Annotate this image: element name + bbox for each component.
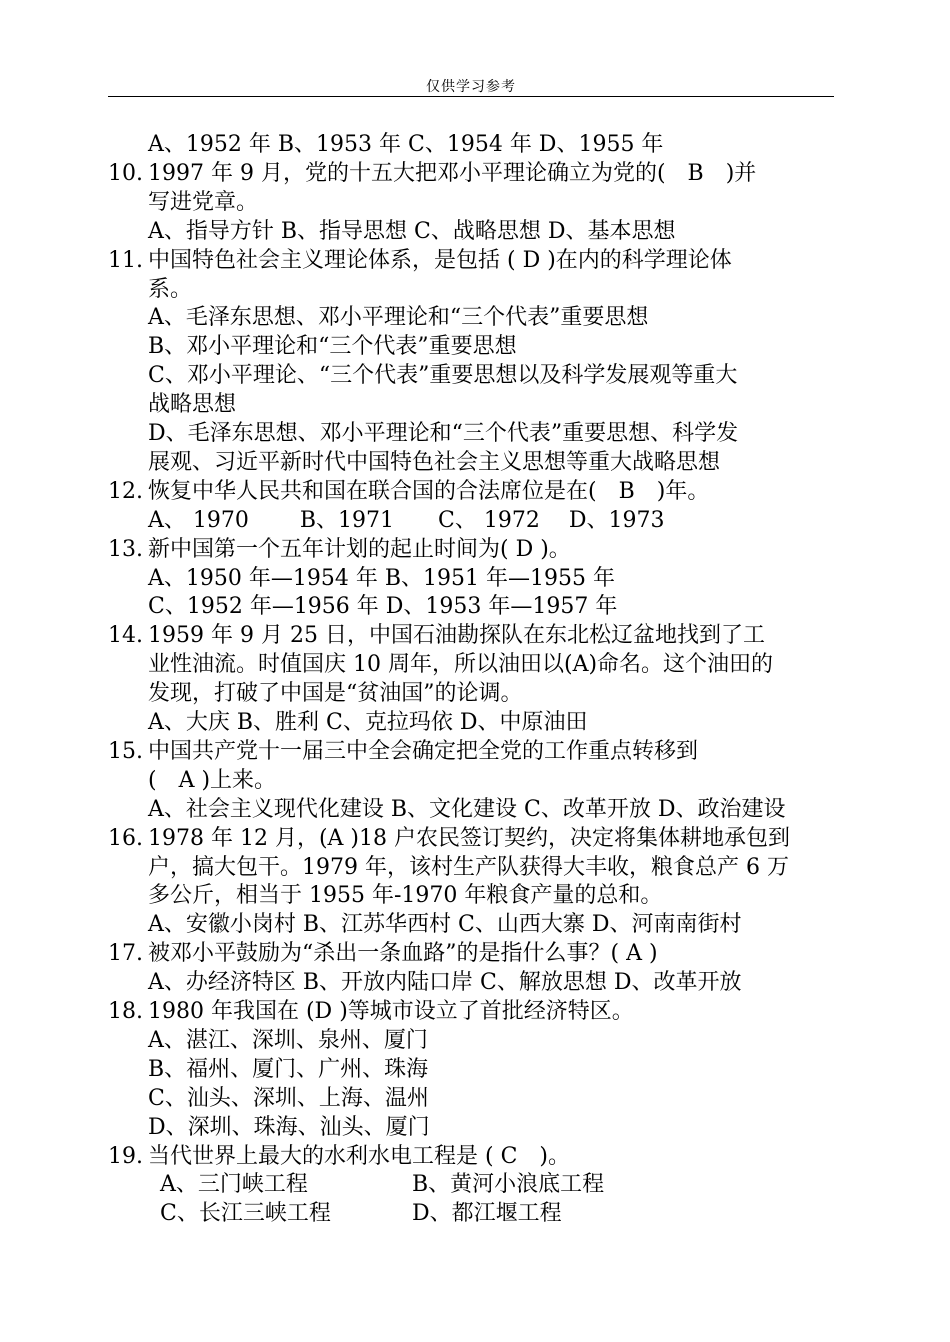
option-text: C、汕头、深圳、上海、温州 (148, 1085, 429, 1111)
question-text: 恢复中华人民共和国在联合国的合法席位是在( B )年。 (148, 478, 710, 504)
question-number: 15. (108, 738, 143, 764)
question-number: 16. (108, 825, 143, 851)
question-text: 写进党章。 (148, 189, 259, 215)
question-text: 被邓小平鼓励为“杀出一条血路”的是指什么事？( A ) (148, 941, 658, 967)
question-text: 当代世界上最大的水利水电工程是 ( C )。 (148, 1143, 570, 1169)
option-text: B、邓小平理论和“三个代表”重要思想 (148, 334, 517, 360)
header-divider (108, 96, 834, 97)
option-text: A、办经济特区 B、开放内陆口岸 C、解放思想 D、改革开放 (148, 970, 742, 996)
option-text: A、大庆 B、胜利 C、克拉玛依 D、中原油田 (148, 710, 588, 735)
question-number: 17. (108, 941, 143, 967)
option-text: C、1952 年—1956 年 D、1953 年—1957 年 (148, 594, 618, 620)
question-text: 发现，打破了中国是“贫油国”的论调。 (148, 681, 523, 707)
option-text: A、湛江、深圳、泉州、厦门 (148, 1027, 428, 1053)
option-text: B、黄河小浪底工程 (412, 1172, 605, 1198)
option-text: A、1950 年—1954 年 B、1951 年—1955 年 (148, 565, 615, 591)
question-number: 19. (108, 1143, 143, 1169)
option-text: C、长江三峡工程 (160, 1201, 331, 1227)
question-number: 12. (108, 478, 143, 504)
option-text: D、深圳、珠海、汕头、厦门 (148, 1114, 430, 1140)
option-text: B、福州、厦门、广州、珠海 (148, 1056, 429, 1082)
question-text: 中国共产党十一届三中全会确定把全党的工作重点转移到 (148, 738, 699, 764)
question-text: 新中国第一个五年计划的起止时间为( D )。 (148, 536, 571, 562)
question-text: ( A )上来。 (148, 767, 277, 793)
question-text: 1978 年 12 月，(A )18 户农民签订契约，决定将集体耕地承包到 (148, 825, 790, 851)
option-text: 战略思想 (148, 392, 237, 418)
page-header: 仅供学习参考 (426, 79, 516, 95)
question-number: 18. (108, 999, 143, 1024)
question-number: 10. (108, 160, 143, 186)
option-text: A、社会主义现代化建设 B、文化建设 C、改革开放 D、政治建设 (148, 796, 786, 822)
question-number: 13. (108, 536, 143, 562)
question-text: 业性油流。时值国庆 10 周年，所以油田以(A)命名。这个油田的 (148, 652, 774, 678)
option-text: A、 1970 B、1971 C、 1972 D、1973 (148, 507, 665, 533)
option-text: A、指导方针 B、指导思想 C、战略思想 D、基本思想 (148, 218, 676, 244)
option-text: A、毛泽东思想、邓小平理论和“三个代表”重要思想 (148, 305, 649, 331)
option-text: A、三门峡工程 (160, 1172, 308, 1198)
question-text: 户，搞大包干。1979 年，该村生产队获得大丰收，粮食总产 6 万 (148, 854, 789, 880)
option-text: 展观、习近平新时代中国特色社会主义思想等重大战略思想 (148, 449, 721, 475)
option-text: A、安徽小岗村 B、江苏华西村 C、山西大寨 D、河南南街村 (148, 912, 742, 938)
question-text: 1980 年我国在 (D )等城市设立了首批经济特区。 (148, 999, 634, 1024)
option-text: A、1952 年 B、1953 年 C、1954 年 D、1955 年 (148, 132, 664, 157)
question-text: 系。 (148, 276, 193, 302)
question-number: 14. (108, 623, 143, 649)
option-text: C、邓小平理论、“三个代表”重要思想以及科学发展观等重大 (148, 363, 738, 389)
option-text: D、毛泽东思想、邓小平理论和“三个代表”重要思想、科学发 (148, 421, 739, 446)
option-text: D、都江堰工程 (412, 1201, 562, 1227)
question-text: 多公斤，相当于 1955 年-1970 年粮食产量的总和。 (148, 883, 663, 909)
question-number: 11. (108, 247, 143, 273)
question-text: 中国特色社会主义理论体系，是包括 ( D )在内的科学理论体 (148, 247, 732, 273)
question-text: 1959 年 9 月 25 日，中国石油勘探队在东北松辽盆地找到了工 (148, 623, 765, 649)
question-text: 1997 年 9 月，党的十五大把邓小平理论确立为党的( B )并 (148, 160, 757, 186)
